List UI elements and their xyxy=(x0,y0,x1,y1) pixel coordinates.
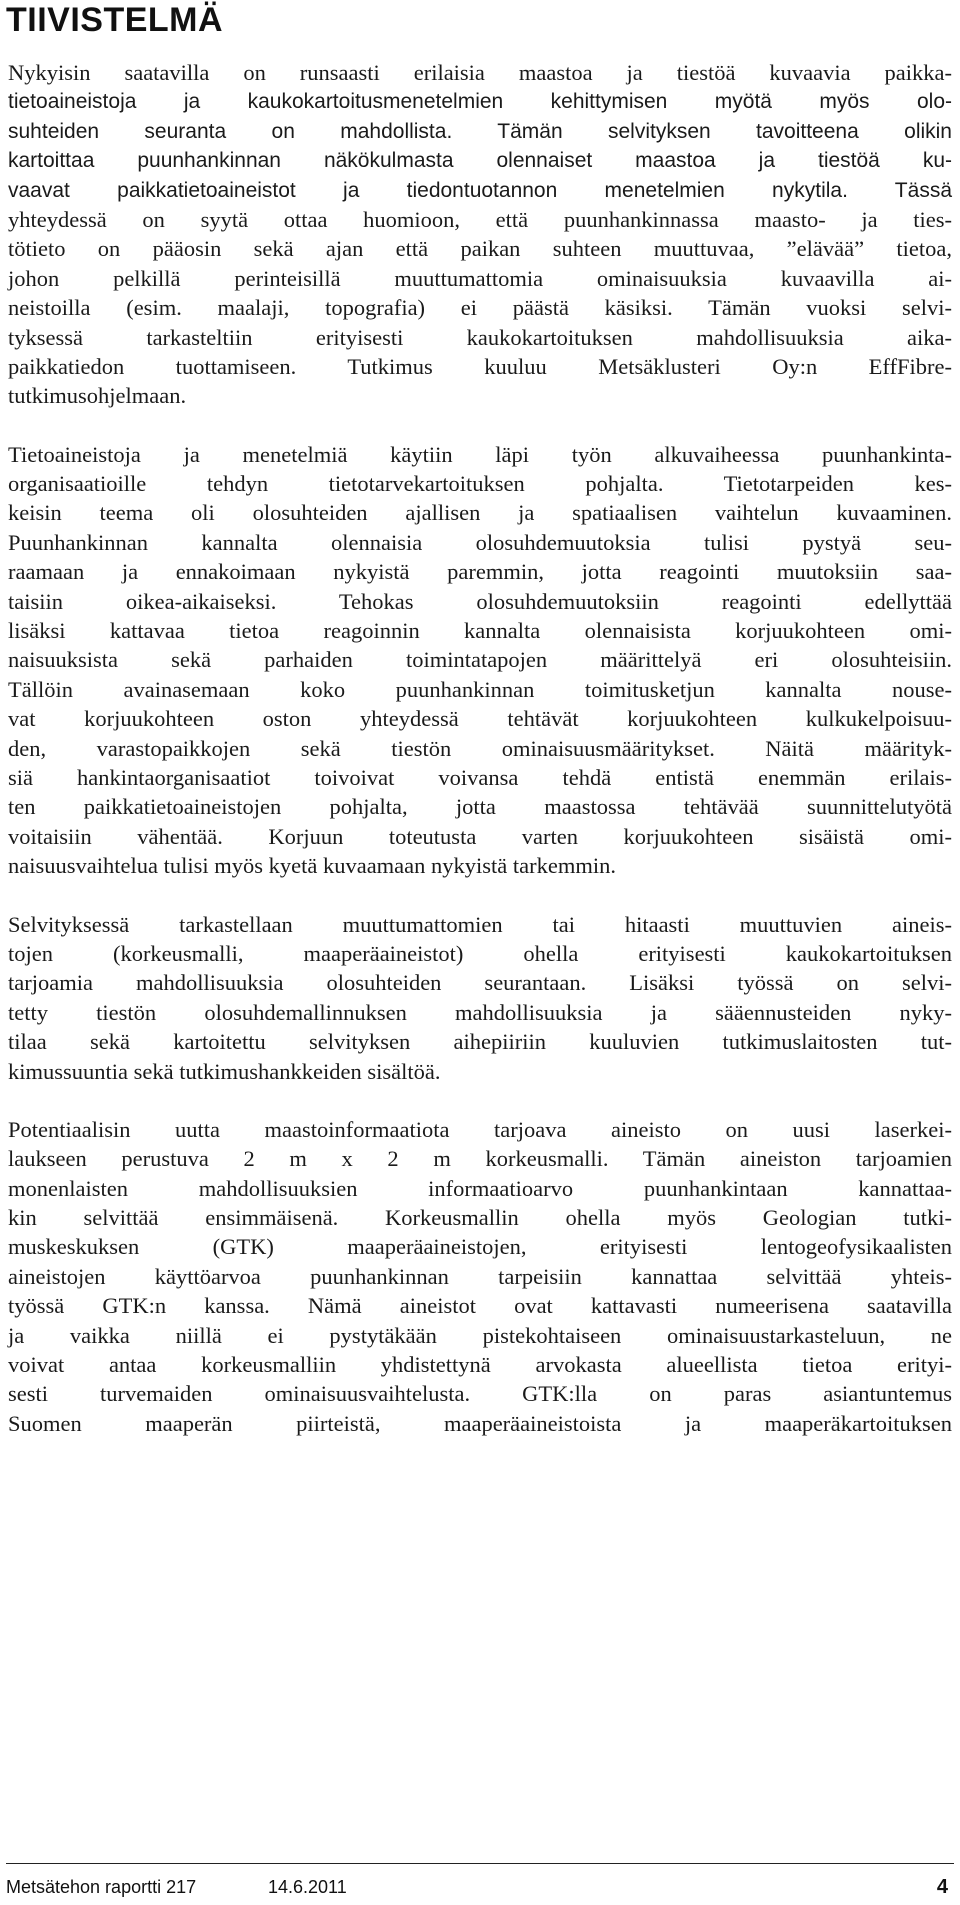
text-line: ja vaikka niillä ei pystytäkään pistekohtaiseen ominaisuustarkasteluun, ne xyxy=(8,1322,952,1348)
text-line: Tietoaineistoja ja menetelmiä käytiin läpi työn alkuvaiheessa puunhankinta- xyxy=(8,441,952,467)
text-line: paikkatiedon tuottamiseen. Tutkimus kuuluu Metsäklusteri Oy:n EffFibre- xyxy=(8,353,952,379)
text-line: vat korjuukohteen oston yhteydessä tehtävät korjuukohteen kulkukelpoisuu- xyxy=(8,706,952,732)
text-line: Suomen maaperän piirteistä, maaperäaineistoista ja maaperäkartoituksen xyxy=(8,1410,952,1436)
text-line: tarjoamia mahdollisuuksia olosuhteiden seurantaan. Lisäksi työssä on selvi- xyxy=(8,970,952,996)
page-number: 4 xyxy=(936,1876,948,1898)
text-line: tutkimusohjelmaan. xyxy=(8,383,187,409)
page-footer xyxy=(6,1874,954,1900)
text-line: naisuuksista sekä parhaiden toimintatapojen määrittelyä eri olosuhteisiin. xyxy=(8,647,952,673)
text-line: johon pelkillä perinteisillä muuttumattomia ominaisuuksia kuvaavilla ai- xyxy=(8,265,952,291)
text-line: Tällöin avainasemaan koko puunhankinnan toimitusketjun kannalta nouse- xyxy=(8,676,952,702)
text-line: yhteydessä on syytä ottaa huomioon, että puunhankinnassa maasto- ja ties- xyxy=(8,206,952,232)
text-line: tietoaineistoja ja kaukokartoitusmenetelmien kehittymisen myötä myös olo- xyxy=(8,90,952,114)
text-line: den, varastopaikkojen sekä tiestön ominaisuusmääritykset. Näitä määrityk- xyxy=(8,735,952,761)
text-line: muskeskuksen (GTK) maaperäaineistojen, erityisesti lentogeofysikaalisten xyxy=(8,1234,952,1260)
text-line: kin selvittää ensimmäisenä. Korkeusmallin ohella myös Geologian tutki- xyxy=(8,1205,952,1231)
text-line: laukseen perustuva 2 m x 2 m korkeusmalli. Tämän aineiston tarjoamien xyxy=(8,1146,952,1172)
footer-report-name: Metsätehon raportti 217 xyxy=(6,1877,197,1897)
text-line: tojen (korkeusmalli, maaperäaineistot) ohella erityisesti kaukokartoituksen xyxy=(8,940,952,966)
document-body xyxy=(8,58,952,1467)
text-line: naisuusvaihtelua tulisi myös kyetä kuvaamaan nykyistä tarkemmin. xyxy=(8,853,616,879)
text-line: kimussuuntia sekä tutkimushankkeiden sisältöä. xyxy=(8,1058,441,1084)
footer-date: 14.6.2011 xyxy=(268,1877,347,1897)
text-line: tyksessä tarkasteltiin erityisesti kaukokartoituksen mahdollisuuksia aika- xyxy=(8,324,952,350)
paragraph-3 xyxy=(8,910,952,1086)
text-line: raamaan ja ennakoimaan nykyistä paremmin, jotta reagointi muutoksiin saa- xyxy=(8,559,952,585)
text-line: Nykyisin saatavilla on runsaasti erilaisia maastoa ja tiestöä kuvaavia paikka- xyxy=(8,60,952,85)
text-line: neistoilla (esim. maalaji, topografia) ei päästä käsiksi. Tämän vuoksi selvi- xyxy=(8,295,952,321)
paragraph-4 xyxy=(8,1115,952,1438)
page-title: TIIVISTELMÄ xyxy=(6,1,224,39)
text-line: työssä GTK:n kanssa. Nämä aineistot ovat kattavasti numeerisena saatavilla xyxy=(8,1293,952,1319)
paragraph-2 xyxy=(8,440,952,881)
text-line: aineistojen käyttöarvoa puunhankinnan tarpeisiin kannattaa selvittää yhteis- xyxy=(8,1263,952,1289)
text-line: organisaatioille tehdyn tietotarvekartoituksen pohjalta. Tietotarpeiden kes- xyxy=(8,471,952,497)
text-line: tilaa sekä kartoitettu selvityksen aihepiiriin kuuluvien tutkimuslaitosten tut- xyxy=(8,1029,952,1055)
text-line: kartoittaa puunhankinnan näkökulmasta olennaiset maastoa ja tiestöä ku- xyxy=(8,149,952,173)
text-line: Potentiaalisin uutta maastoinformaatiota tarjoava aineisto on uusi laserkei- xyxy=(8,1116,952,1142)
text-line: voitaisiin vähentää. Korjuun toteutusta varten korjuukohteen sisäistä omi- xyxy=(8,823,952,849)
text-line: lisäksi kattavaa tietoa reagoinnin kannalta olennaisista korjuukohteen omi- xyxy=(8,618,952,644)
text-line: tetty tiestön olosuhdemallinnuksen mahdollisuuksia ja sääennusteiden nyky- xyxy=(8,999,952,1025)
text-line: Puunhankinnan kannalta olennaisia olosuhdemuutoksia tulisi pystyä seu- xyxy=(8,529,952,555)
text-line: tötieto on pääosin sekä ajan että paikan suhteen muuttuvaa, ”elävää” tietoa, xyxy=(8,236,952,262)
text-line: taisiin oikea-aikaiseksi. Tehokas olosuhdemuutoksiin reagointi edellyttää xyxy=(8,588,952,614)
text-line: ten paikkatietoaineistojen pohjalta, jotta maastossa tehtävää suunnittelutyötä xyxy=(8,794,952,820)
footer-divider xyxy=(6,1863,954,1864)
text-line: monenlaisten mahdollisuuksien informaatioarvo puunhankintaan kannattaa- xyxy=(8,1175,952,1201)
text-line: suhteiden seuranta on mahdollista. Tämän selvityksen tavoitteena olikin xyxy=(8,119,952,143)
text-line: sesti turvemaiden ominaisuusvaihtelusta. GTK:lla on paras asiantuntemus xyxy=(8,1381,952,1407)
text-line: voivat antaa korkeusmalliin yhdistettynä arvokasta alueellista tietoa erityi- xyxy=(8,1352,952,1378)
text-line: keisin teema oli olosuhteiden ajallisen ja spatiaalisen vaihtelun kuvaaminen. xyxy=(8,500,952,526)
text-line: Selvityksessä tarkastellaan muuttumattomien tai hitaasti muuttuvien aineis- xyxy=(8,911,952,937)
paragraph-1 xyxy=(8,58,952,411)
text-line: siä hankintaorganisaatiot toivoivat voivansa tehdä entistä enemmän erilais- xyxy=(8,764,952,790)
text-line: vaavat paikkatietoaineistot ja tiedontuotannon menetelmien nykytila. Tässä xyxy=(8,178,952,202)
